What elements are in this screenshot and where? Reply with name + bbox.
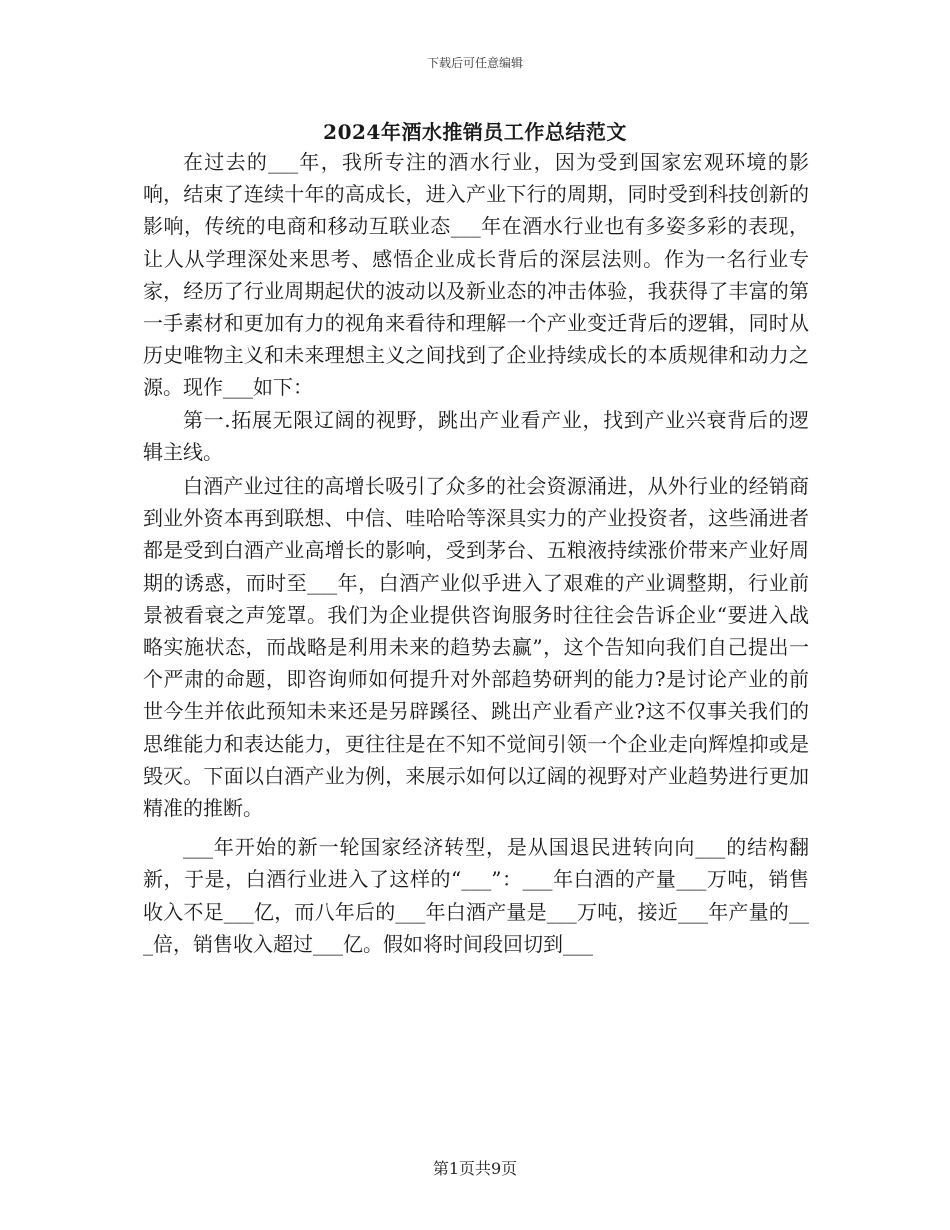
page-indicator: 第1页共9页 [432, 1159, 518, 1178]
paragraph-baijiu-industry: 白酒产业过往的高增长吸引了众多的社会资源涌进，从外行业的经销商到业外资本再到联想、中信、哇哈哈等深具实力的产业投资者，这些涌进者都是受到白酒产业高增长的影响，受到茅台、五粮液持续涨价带来产业好周期的诱惑，而时至___年，白酒产业似乎进入了艰难的产业调整期，行业前景被看衰之声笼罩。我们为企业提供咨询服务时往往会告诉企业“要进入战略实施状态，而战略是利用未来的趋势去赢”，这个告知向我们自己提出一个严肃的命题，即咨询师如何提升对外部趋势研判的能力?是讨论产业的前世今生并依此预知未来还是另辟蹊径、跳出产业看产业?这不仅事关我们的思维能力和表达能力，更往往是在不知不觉间引领一个企业走向辉煌抑或是毁灭。下面以白酒产业为例，来展示如何以辽阔的视野对产业趋势进行更加精准的推断。 [143, 474, 809, 821]
document-body [143, 146, 809, 960]
paragraph-intro: 在过去的___年，我所专注的酒水行业，因为受到国家宏观环境的影响，结束了连续十年的高成长，进入产业下行的周期，同时受到科技创新的影响，传统的电商和移动互联业态___年在酒水行业也有多姿多彩的表现，让人从学理深处来思考、感悟企业成长背后的深层法则。作为一名行业专家，经历了行业周期起伏的波动以及新业态的冲击体验，我获得了丰富的第一手素材和更加有力的视角来看待和理解一个产业变迁背后的逻辑，同时从历史唯物主义和未来理想主义之间找到了企业持续成长的本质规律和动力之源。现作___如下： [143, 150, 809, 400]
paragraph-section-one: 第一.拓展无限辽阔的视野，跳出产业看产业，找到产业兴衰背后的逻辑主线。 [143, 407, 809, 464]
header-note: 下载后可任意编辑 [426, 56, 523, 70]
document-title: 2024年酒水推销员工作总结范文 [323, 120, 627, 144]
paragraph-economic-transition: ___年开始的新一轮国家经济转型，是从国退民进转向向___的结构翻新，于是，白酒行业进入了这样的“___”：___年白酒的产量___万吨，销售收入不足___亿，而八年后的___年白酒产量是___万吨，接近___年产量的___倍，销售收入超过___亿。假如将时间段回切到___ [143, 835, 809, 956]
